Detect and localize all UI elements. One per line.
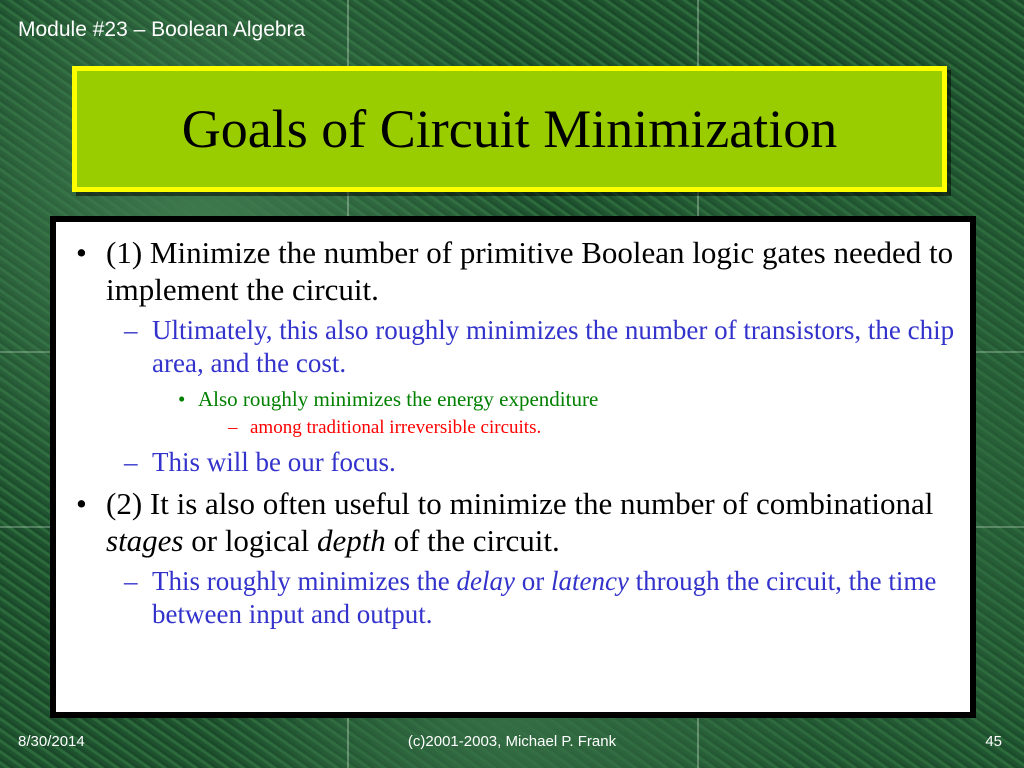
- emphasis-depth: depth: [316, 523, 386, 558]
- bullet-marker: •: [76, 235, 87, 270]
- bullet-2-text-part3: of the circuit.: [385, 523, 560, 558]
- bullet-2: [70, 485, 956, 559]
- dash-marker: –: [228, 417, 238, 438]
- dash-marker: –: [124, 315, 138, 345]
- bullet-1-text: (1) Minimize the number of primitive Boolean logic gates needed to implement the circuit.: [106, 235, 954, 307]
- bullet-1-sub-1-sub-1-sub-1-text: among traditional irreversible circuits.: [250, 417, 542, 438]
- bullet-1-sub-2: [70, 446, 956, 479]
- module-header: Module #23 – Boolean Algebra: [18, 18, 306, 41]
- bullet-2-sub-1-part2: or: [514, 566, 551, 596]
- bullet-1-sub-2-text: This will be our focus.: [152, 447, 396, 477]
- bullet-1-sub-1-sub-1-sub-1: [70, 416, 956, 440]
- page-number: 45: [985, 733, 1002, 750]
- slide-title: Goals of Circuit Minimization: [181, 99, 838, 159]
- title-box: [72, 66, 947, 192]
- emphasis-latency: latency: [550, 566, 629, 596]
- bullet-1-sub-1-text: Ultimately, this also roughly minimizes the number of transistors, the chip area, and the cost.: [152, 315, 955, 378]
- bullet-1-sub-1-sub-1: [70, 386, 956, 412]
- bullet-marker: •: [178, 387, 186, 411]
- bullet-2-sub-1-part3: through the circuit, the time between input and output.: [152, 566, 937, 629]
- bullet-2-sub-1-text: [152, 566, 936, 629]
- bullet-marker: •: [76, 486, 87, 521]
- bullet-2-sub-1: [70, 565, 956, 631]
- bullet-1-sub-1: [70, 314, 956, 380]
- content-box: [50, 216, 976, 718]
- bullet-2-text-part2: or logical: [183, 523, 317, 558]
- bullet-2-text-part1: (2) It is also often useful to minimize the number of combinational: [106, 486, 934, 521]
- emphasis-delay: delay: [456, 566, 515, 596]
- bullet-1-sub-1-sub-1-text: Also roughly minimizes the energy expenditure: [198, 387, 599, 411]
- dash-marker: –: [124, 447, 138, 477]
- bullet-2-text: [106, 486, 933, 558]
- footer-copyright: (c)2001-2003, Michael P. Frank: [407, 733, 617, 750]
- bullet-2-sub-1-part1: This roughly minimizes the: [152, 566, 457, 596]
- emphasis-stages: stages: [106, 523, 184, 558]
- dash-marker: –: [124, 566, 138, 596]
- bullet-1: [70, 234, 956, 308]
- footer-date: 8/30/2014: [18, 733, 85, 750]
